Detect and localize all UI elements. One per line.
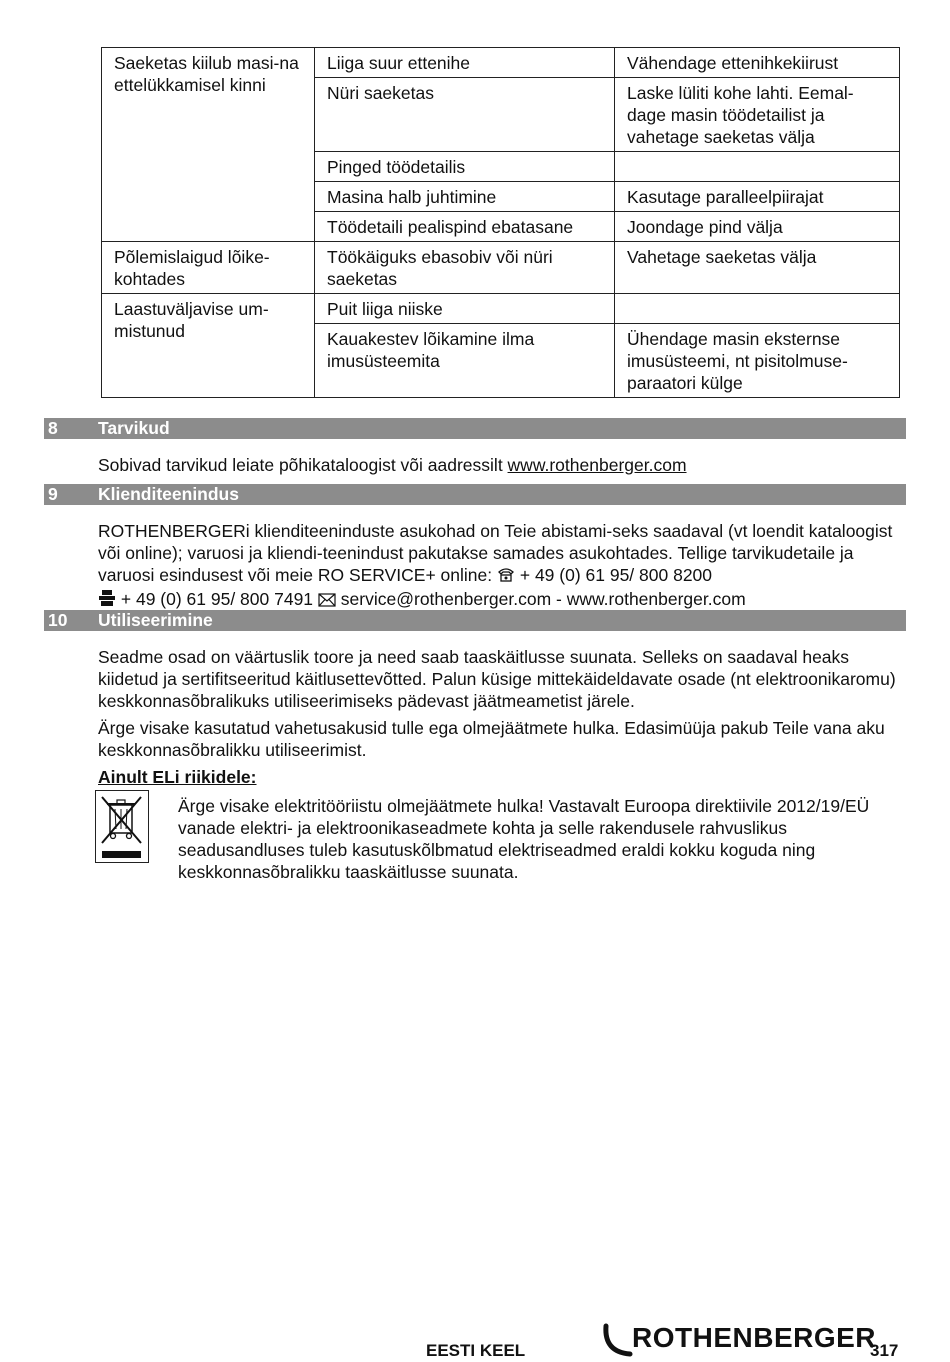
accessories-text <box>98 454 904 476</box>
envelope-icon <box>318 590 336 612</box>
battery-paragraph: Ärge visake kasutatud vahetusakusid tulle ega olmejäätmete hulka. Edasimüüja pakub Teile vana aku keskkonnasõbralikku utiliseerimist. <box>98 718 885 760</box>
section-number: 8 <box>48 418 58 438</box>
phone-icon <box>497 566 515 588</box>
crossed-out-wheelie-bin-icon <box>95 790 149 863</box>
table-cell-remedy: Vahetage saeketas välja <box>615 242 900 294</box>
table-cell-cause: Töödetaili pealispind ebatasane <box>315 212 615 242</box>
table-row <box>102 294 900 324</box>
table-cell-remedy: Joondage pind välja <box>615 212 900 242</box>
section-heading-customer-service <box>44 484 906 505</box>
table-cell-remedy: Laske lüliti kohe lahti. Eemal-dage masin töödetailist ja vahetage saeketas välja <box>615 78 900 152</box>
table-cell-cause: Pinged töödetailis <box>315 152 615 182</box>
fax-number: + 49 (0) 61 95/ 800 7491 <box>120 589 314 609</box>
table-cell-cause: Puit liiga niiske <box>315 294 615 324</box>
eu-disposal-text <box>178 795 904 888</box>
table-cell-remedy: Ühendage masin eksternse imusüsteemi, nt pisitolmuse-paraatori külge <box>615 324 900 398</box>
page-number: 317 <box>870 1341 899 1360</box>
disposal-paragraph: Seadme osad on väärtuslik toore ja need saab taaskäitlusse suunata. Selleks on saadaval heaks kiidetud ja sertifitseeritud käitlusettevõtted. Palun küsige mittekäideldavate osade (nt elektroonikaromu) keskkonnasõbralikuks utiliseerimiseks pädevast jäätmeametist järele. <box>98 647 896 711</box>
brand-logo-swoosh <box>600 1322 636 1358</box>
section-heading-disposal <box>44 610 906 631</box>
website-link[interactable]: www.rothenberger.com <box>507 455 687 475</box>
section-title: Utiliseerimine <box>98 610 213 630</box>
customer-service-sentence: ROTHENBERGERi klienditeeninduste asukohad on Teie abistami-seks saadaval (vt loendit kataloogist või online); varuosi ja kliendi-teenindust pakutakse samades asukohtades. Tellige tarvikudetaile ja varuosi esindusest või meie RO SERVICE+ online: <box>98 521 893 585</box>
table-cell-cause: Kauakestev lõikamine ilma imusüsteemita <box>315 324 615 398</box>
table-cell-remedy <box>615 152 900 182</box>
table-row <box>102 242 900 294</box>
table-cell-cause: Nüri saeketas <box>315 78 615 152</box>
troubleshooting-table <box>101 47 900 398</box>
section-number: 9 <box>48 484 58 504</box>
table-cell-fault: Saeketas kiilub masi-na ettelükkamisel kinni <box>102 48 315 242</box>
table-cell-fault: Laastuväljavise um-mistunud <box>102 294 315 398</box>
contact-email[interactable]: service@rothenberger.com - www.rothenberger.com <box>340 589 746 609</box>
accessories-sentence: Sobivad tarvikud leiate põhikataloogist või aadressilt <box>98 455 508 475</box>
table-cell-remedy: Vähendage ettenihkekiirust <box>615 48 900 78</box>
table-cell-cause: Masina halb juhtimine <box>315 182 615 212</box>
footer-language: EESTI KEEL <box>426 1341 526 1360</box>
disposal-text <box>98 646 904 793</box>
phone-number: + 49 (0) 61 95/ 800 8200 <box>519 565 713 585</box>
fax-icon <box>98 589 116 612</box>
section-title: Tarvikud <box>98 418 170 438</box>
brand-name: ROTHENBERGER <box>632 1322 877 1353</box>
eu-disposal-paragraph: Ärge visake elektritööriistu olmejäätmete hulka! Vastavalt Euroopa direktiivile 2012/19/EÜ vanade elektri- ja elektroonikaseadmete kohta ja selle rakendusele rahvuslikus seadusandluses tuleb kasutuskõlbmatud elektriseadmed eraldi kokku koguda ning keskkonnasõbralikku taaskäitlusse suunata. <box>178 796 870 882</box>
table-cell-remedy <box>615 294 900 324</box>
section-heading-accessories <box>44 418 906 439</box>
section-title: Klienditeenindus <box>98 484 239 504</box>
section-number: 10 <box>48 610 68 630</box>
table-cell-cause: Töökäiguks ebasobiv või nüri saeketas <box>315 242 615 294</box>
table-cell-remedy: Kasutage paralleelpiirajat <box>615 182 900 212</box>
brand-logo <box>600 1322 877 1358</box>
eu-subheading: Ainult ELi riikidele: <box>98 767 257 787</box>
customer-service-text <box>98 520 904 612</box>
table-cell-fault: Põlemislaigud lõike-kohtades <box>102 242 315 294</box>
table-row <box>102 48 900 78</box>
table-cell-cause: Liiga suur ettenihe <box>315 48 615 78</box>
